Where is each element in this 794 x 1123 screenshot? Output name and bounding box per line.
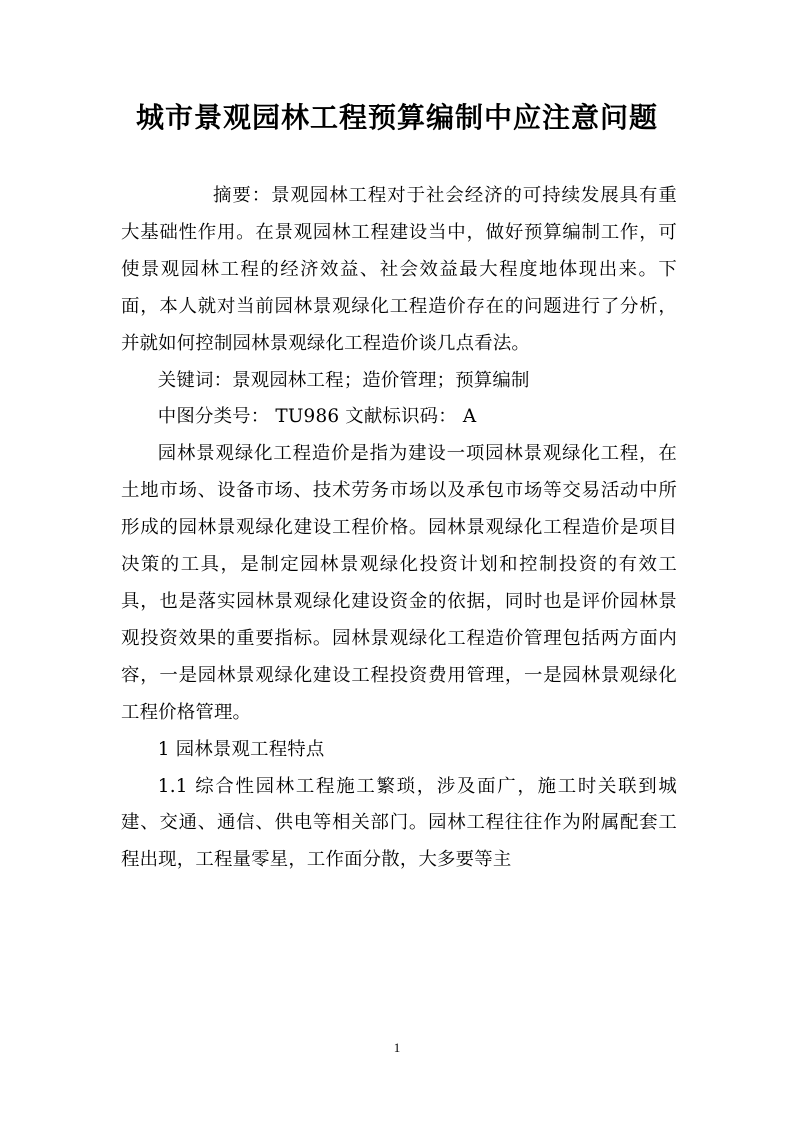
intro-paragraph: 园林景观绿化工程造价是指为建设一项园林景观绿化工程，在土地市场、设备市场、技术劳务市场以及承包市场等交易活动中所形成的园林景观绿化建设工程价格。园林景观绿化工程造价是项目决策的工具，是制定园林景观绿化投资计划和控制投资的有效工具，也是落实园林景观绿化建设资金的依据，同时也是评价园林景观投资效果的重要指标。园林景观绿化工程造价管理包括两方面内容，一是园林景观绿化建设工程投资费用管理，一是园林景观绿化工程价格管理。 (121, 443, 677, 723)
abstract-paragraph: 摘要：景观园林工程对于社会经济的可持续发展具有重大基础性作用。在景观园林工程建设当中，做好预算编制工作，可使景观园林工程的经济效益、社会效益最大程度地体现出来。下面，本人就对当前园林景观绿化工程造价存在的问题进行了分析，并就如何控制园林景观绿化工程造价谈几点看法。 (121, 185, 677, 354)
document-title: 城市景观园林工程预算编制中应注意问题 (135, 101, 658, 134)
section-paragraph: 1.1 综合性园林工程施工繁琐，涉及面广，施工时关联到城建、交通、通信、供电等相关部门。园林工程往往作为附属配套工程出现，工程量零星，工作面分散，大多要等主 (121, 775, 677, 871)
keywords-line: 关键词：景观园林工程；造价管理；预算编制 (157, 369, 530, 391)
page-number: 1 (393, 1040, 401, 1055)
document-body (121, 178, 677, 879)
classification-line: 中图分类号： TU986 文献标识码： A (157, 406, 477, 428)
section-heading: 1 园林景观工程特点 (157, 738, 325, 760)
